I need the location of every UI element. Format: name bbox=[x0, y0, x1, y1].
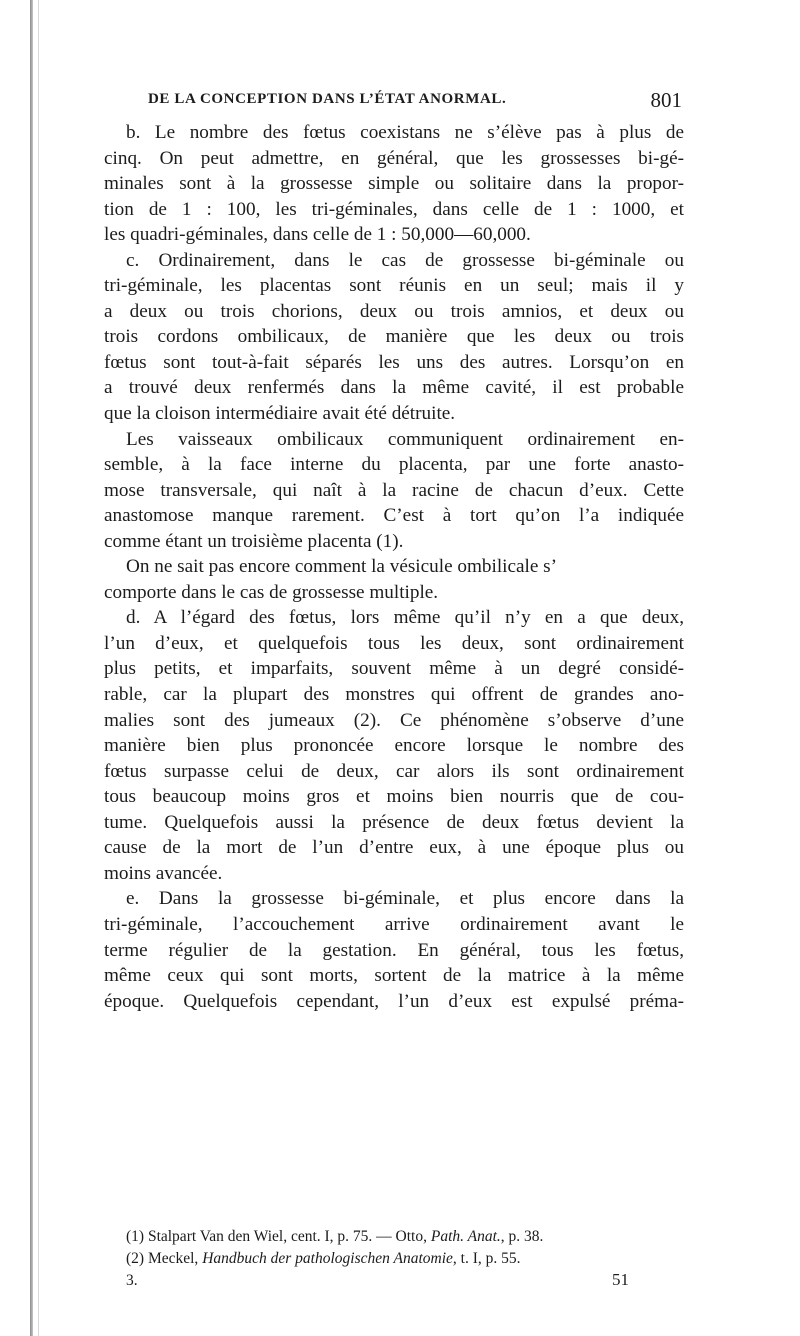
text-line: a deux ou trois chorions, deux ou trois amnios, et deux ou bbox=[104, 300, 684, 322]
text-line: moins avancée. bbox=[104, 862, 223, 884]
text-line: minales sont à la grossesse simple ou solitaire dans la propor- bbox=[104, 173, 684, 195]
text-line: que la cloison intermédiaire avait été détruite. bbox=[104, 403, 456, 425]
footnote bbox=[104, 1248, 684, 1270]
text-line: rable, car la plupart des monstres qui offrent de grandes ano- bbox=[104, 684, 684, 706]
footnote-text: (1) Stalpart Van den Wiel, cent. I, p. 75. — Otto, bbox=[126, 1228, 431, 1245]
footnote-title: Handbuch der pathologischen Anatomie bbox=[202, 1250, 453, 1267]
text-line: manière bien plus prononcée encore lorsque le nombre des bbox=[104, 735, 684, 757]
book-gutter-line bbox=[38, 0, 39, 1336]
text-line: époque. Quelquefois cependant, l’un d’eux est expulsé préma- bbox=[104, 990, 684, 1012]
footnote-text: (2) Meckel, bbox=[126, 1250, 203, 1267]
footnote-ref: , p. 38. bbox=[500, 1228, 544, 1245]
footnote-text: 3. bbox=[126, 1272, 138, 1289]
footnote bbox=[104, 1270, 684, 1292]
text-line: comme étant un troisième placenta (1). bbox=[104, 530, 404, 552]
text-line: e. Dans la grossesse bi-géminale, et plus encore dans la bbox=[126, 888, 684, 910]
text-line: même ceux qui sont morts, sortent de la matrice à la même bbox=[104, 965, 684, 987]
text-line: semble, à la face interne du placenta, par une forte anasto- bbox=[104, 454, 684, 476]
text-line: trois cordons ombilicaux, de manière que les deux ou trois bbox=[104, 326, 684, 348]
footnotes bbox=[104, 1226, 684, 1292]
text-line: c. Ordinairement, dans le cas de grossesse bi-géminale ou bbox=[126, 249, 684, 271]
text-line: plus petits, et imparfaits, souvent même à un degré considé- bbox=[104, 658, 684, 680]
text-line: tume. Quelquefois aussi la présence de deux fœtus devient la bbox=[104, 811, 684, 833]
running-header bbox=[148, 88, 682, 112]
text-line: fœtus sont tout-à-fait séparés les uns des autres. Lorsqu’on en bbox=[104, 351, 684, 373]
text-line: terme régulier de la gestation. En général, tous les fœtus, bbox=[104, 939, 684, 961]
text-line: cinq. On peut admettre, en général, que les grossesses bi-gé- bbox=[104, 147, 684, 169]
text-line: anastomose manque rarement. C’est à tort qu’on l’a indiquée bbox=[104, 505, 684, 527]
text-line: cause de la mort de l’un d’entre eux, à une époque plus ou bbox=[104, 837, 684, 859]
text-line: malies sont des jumeaux (2). Ce phénomène s’observe d’une bbox=[104, 709, 684, 731]
text-line: d. A l’égard des fœtus, lors même qu’il n’y en a que deux, bbox=[126, 607, 684, 629]
text-line: Les vaisseaux ombilicaux communiquent ordinairement en- bbox=[126, 428, 684, 450]
signature-mark: 51 bbox=[612, 1270, 629, 1289]
text-line: fœtus surpasse celui de deux, car alors ils sont ordinairement bbox=[104, 760, 684, 782]
footnote-title: Path. Anat. bbox=[430, 1228, 501, 1245]
text-line: comporte dans le cas de grossesse multiple. bbox=[104, 581, 439, 603]
text-line: l’un d’eux, et quelquefois tous les deux, sont ordinairement bbox=[104, 632, 684, 654]
text-line: tion de 1 : 100, les tri-géminales, dans celle de 1 : 1000, et bbox=[104, 198, 684, 220]
text-line: On ne sait pas encore comment la vésicule ombilicale s’ bbox=[126, 556, 558, 578]
running-title: DE LA CONCEPTION DANS L’ÉTAT ANORMAL. bbox=[148, 91, 507, 107]
page-number: 801 bbox=[650, 88, 682, 112]
text-line: b. Le nombre des fœtus coexistans ne s’élève pas à plus de bbox=[126, 122, 684, 143]
text-line: les quadri-géminales, dans celle de 1 : 50,000—60,000. bbox=[104, 224, 531, 246]
text-line: tri-géminale, les placentas sont réunis en un seul; mais il y bbox=[104, 275, 684, 297]
text-line: tri-géminale, l’accouchement arrive ordinairement avant le bbox=[104, 913, 684, 935]
text-line: tous beaucoup moins gros et moins bien nourris que de cou- bbox=[104, 786, 684, 808]
book-spine-shadow bbox=[30, 0, 33, 1336]
main-text bbox=[104, 120, 684, 1014]
text-line: mose transversale, qui naît à la racine de chacun d’eux. Cette bbox=[104, 479, 684, 501]
text-line: a trouvé deux renfermés dans la même cavité, il est probable bbox=[104, 377, 684, 399]
footnote-ref: , t. I, p. 55. bbox=[452, 1250, 521, 1267]
footnote bbox=[104, 1226, 684, 1248]
